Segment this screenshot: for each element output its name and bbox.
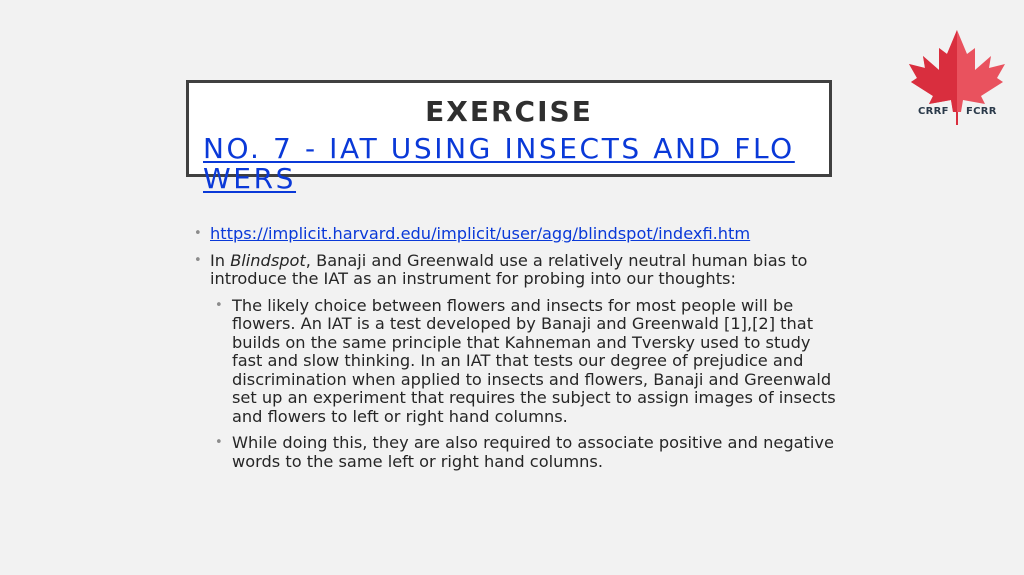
title-box [186,80,832,195]
intro-italic: Blindspot [230,250,306,270]
slide-title-link[interactable]: NO. 7 - IAT USING INSECTS AND FLOWERS [203,132,795,195]
intro-rest: , Banaji and Greenwald use a relatively neutral human bias to introduce the IAT as an instrument for probing into our thoughts: [210,250,808,288]
slide-body [190,225,840,479]
slide-title: EXERCISE [425,95,593,128]
logo-right-text: FCRR [966,106,997,117]
bullet-link [190,225,840,244]
bullet-intro [190,252,840,289]
sub-bullet-2: • While doing this, they are also required to associate positive and negative words to the same left or right hand columns. [190,434,840,471]
intro-prefix: In [210,250,231,270]
blindspot-link[interactable]: https://implicit.harvard.edu/implicit/user/agg/blindspot/indexfi.htm [210,224,751,243]
sub-bullet-1: • The likely choice between flowers and insects for most people will be flowers. An IAT is a test developed by Banaji and Greenwald [1],[2] that builds on the same principle that Kahneman and Tversky used to study fast and slow thinking. In an IAT that tests our degree of prejudice and discrimination when applied to insects and flowers, Banaji and Greenwald set up an experiment that requires the subject to assign images of insects and flowers to left or right hand columns. [190,297,840,427]
logo-left-text: CRRF [918,106,949,117]
